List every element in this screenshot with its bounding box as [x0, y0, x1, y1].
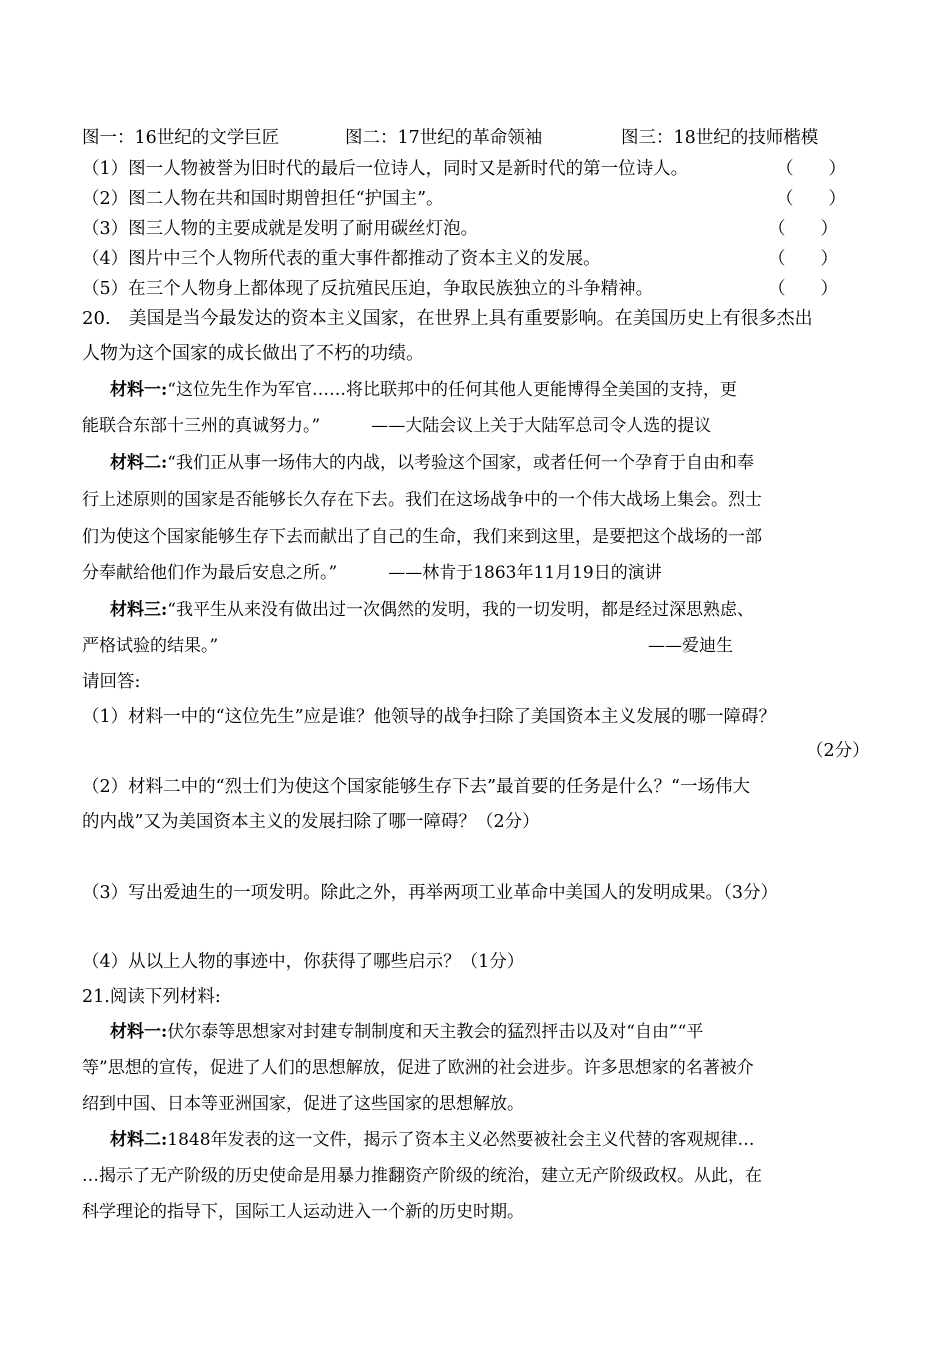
- caption-figure-2: 图二：17世纪的革命领袖: [345, 128, 543, 148]
- q21-material-1-line-2: 等”思想的宣传，促进了人们的思想解放，促进了欧洲的社会进步。许多思想家的名著被介: [82, 1058, 754, 1078]
- q20-intro-line-1: 20. 美国是当今最发达的资本主义国家，在世界上具有重要影响。在美国历史上有很多杰出: [82, 308, 813, 329]
- q20-subquestion-1-score: （2分）: [806, 741, 870, 761]
- q20-material-3-source: ——爱迪生: [648, 636, 733, 656]
- q20-intro-line-2: 人物为这个国家的成长做出了不朽的功绩。: [82, 343, 424, 364]
- material-label: 材料三:: [110, 600, 168, 620]
- q20-material-1-line-1: [110, 378, 737, 402]
- q21-material-2-line-3: 科学理论的指导下，国际工人运动进入一个新的历史时期。: [82, 1202, 524, 1222]
- material-text: 伏尔泰等思想家对封建专制制度和天主教会的猛烈抨击以及对“自由”“平: [167, 1022, 704, 1042]
- q21-material-2-line-2: …揭示了无产阶级的历史使命是用暴力推翻资产阶级的统治，建立无产阶级政权。从此，在: [82, 1166, 762, 1186]
- judgement-item-3: （3）图三人物的主要成就是发明了耐用碳丝灯泡。: [82, 219, 479, 239]
- judgement-item-1: （1）图一人物被誉为旧时代的最后一位诗人，同时又是新时代的第一位诗人。: [82, 159, 689, 179]
- q20-material-3-line-1: [110, 598, 754, 622]
- caption-figure-1: 图一：16世纪的文学巨匠: [82, 128, 280, 148]
- q20-subquestion-2-line-2: 的内战”又为美国资本主义的发展扫除了哪一障碍？（2分）: [82, 812, 540, 832]
- q21-material-2-line-1: [110, 1128, 755, 1152]
- q20-subquestion-2-line-1: （2）材料二中的“烈士们为使这个国家能够生存下去”最首要的任务是什么？“一场伟大: [82, 777, 750, 797]
- q20-subquestion-4: （4）从以上人物的事迹中，你获得了哪些启示？（1分）: [82, 952, 525, 972]
- q20-prompt: 请回答:: [82, 672, 141, 692]
- material-text: “我平生从来没有做出过一次偶然的发明，我的一切发明，都是经过深思熟虑、: [167, 600, 754, 620]
- q21-material-1-line-3: 绍到中国、日本等亚洲国家，促进了这些国家的思想解放。: [82, 1094, 524, 1114]
- answer-blank-2[interactable]: （ ）: [776, 189, 846, 209]
- material-text: “我们正从事一场伟大的内战，以考验这个国家，或者任何一个孕育于自由和奉: [167, 453, 754, 473]
- q20-material-2-line-1: [110, 451, 754, 475]
- material-label: 材料二:: [110, 1130, 168, 1150]
- judgement-item-2: （2）图二人物在共和国时期曾担任“护国主”。: [82, 189, 444, 209]
- material-text: “这位先生作为军官……将比联邦中的任何其他人更能博得全美国的支持，更: [167, 380, 737, 400]
- q20-material-1-line-2: 能联合东部十三州的真诚努力。” ——大陆会议上关于大陆军总司令人选的提议: [82, 416, 712, 436]
- material-label: 材料一:: [110, 1022, 168, 1042]
- q21-material-1-line-1: [110, 1020, 703, 1044]
- answer-blank-3[interactable]: （ ）: [768, 219, 838, 239]
- material-text: 1848年发表的这一文件，揭示了资本主义必然要被社会主义代替的客观规律…: [167, 1130, 755, 1150]
- q20-material-2-line-4: 分奉献给他们作为最后安息之所。” ——林肯于1863年11月19日的演讲: [82, 563, 662, 583]
- q20-material-2-line-3: 们为使这个国家能够生存下去而献出了自己的生命，我们来到这里，是要把这个战场的一部: [82, 527, 762, 547]
- material-label: 材料二:: [110, 453, 168, 473]
- caption-figure-3: 图三：18世纪的技师楷模: [621, 128, 819, 148]
- answer-blank-1[interactable]: （ ）: [776, 159, 846, 179]
- judgement-item-5: （5）在三个人物身上都体现了反抗殖民压迫，争取民族独立的斗争精神。: [82, 279, 654, 299]
- answer-blank-5[interactable]: （ ）: [768, 279, 838, 299]
- answer-blank-4[interactable]: （ ）: [768, 249, 838, 269]
- q20-subquestion-3: （3）写出爱迪生的一项发明。除此之外，再举两项工业革命中美国人的发明成果。（3分）: [82, 883, 779, 903]
- judgement-item-4: （4）图片中三个人物所代表的重大事件都推动了资本主义的发展。: [82, 249, 601, 269]
- material-label: 材料一:: [110, 380, 168, 400]
- q20-material-2-line-2: 行上述原则的国家是否能够长久存在下去。我们在这场战争中的一个伟大战场上集会。烈士: [82, 490, 762, 510]
- q21-intro: 21.阅读下列材料:: [82, 987, 221, 1007]
- q20-subquestion-1: （1）材料一中的“这位先生”应是谁？他领导的战争扫除了美国资本主义发展的哪一障碍？: [82, 707, 777, 727]
- q20-material-3-line-2: 严格试验的结果。”: [82, 636, 219, 656]
